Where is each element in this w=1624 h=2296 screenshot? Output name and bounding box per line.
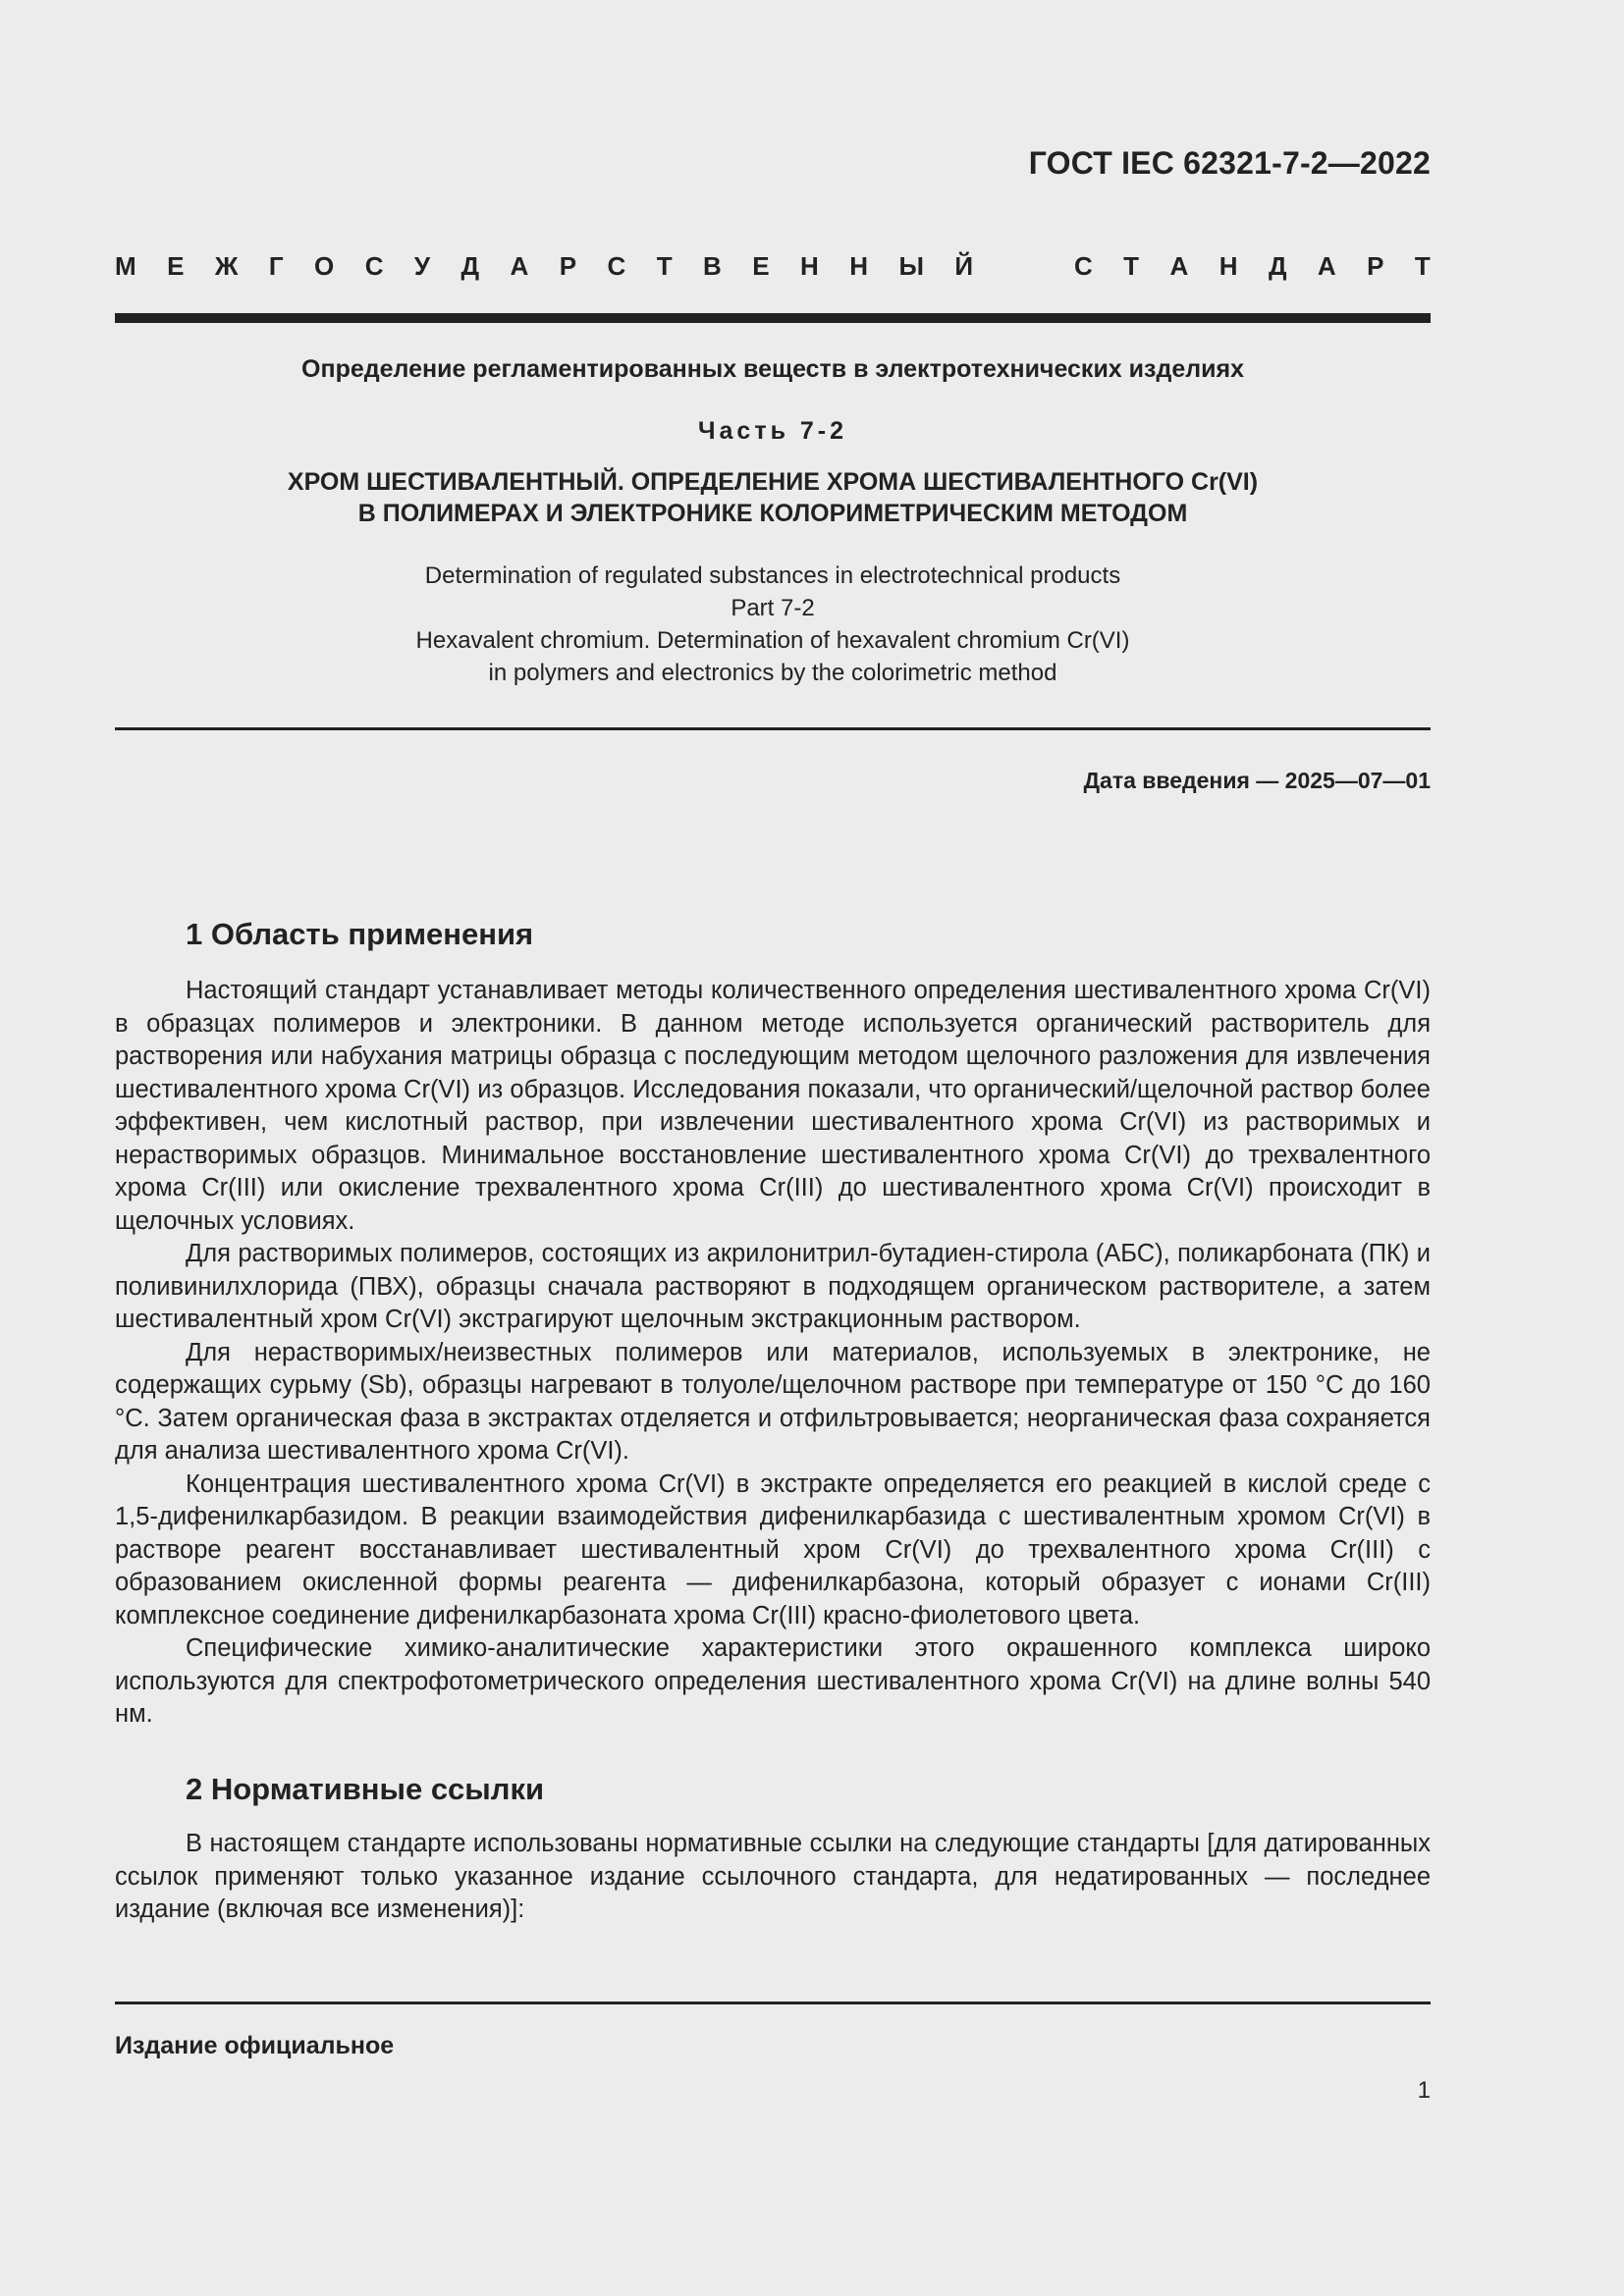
paragraph: В настоящем стандарте использованы нормативные ссылки на следующие стандарты [для датированных ссылок применяют только указанное издание ссылочного стандарта, для недатированных — последнее издание (включая все изменения)]: xyxy=(115,1830,1431,1923)
header-thick-rule xyxy=(115,313,1431,323)
part-label-russian: Часть 7-2 xyxy=(697,417,848,445)
standard-code: ГОСТ IEC 62321-7-2—2022 xyxy=(1028,145,1431,181)
banner-letter: С xyxy=(607,251,626,281)
paragraph: Для нерастворимых/неизвестных полимеров или материалов, используемых в электронике, не содержащих сурьму (Sb), образцы нагревают в толуоле/щелочном растворе при температуре от 150 °С до 160 °С. Затем органическая фаза в экстрактах отделяется и отфильтровывается; неорганическая фаза сохраняется для анализа шестивалентного хрома Cr(VI). xyxy=(115,1338,1431,1465)
title-english xyxy=(115,560,1431,689)
title-english-line1: Determination of regulated substances in electrotechnical products xyxy=(424,562,1121,589)
footer-rule xyxy=(115,2002,1431,2004)
section-heading-scope: 1 Область применения xyxy=(186,917,534,951)
title-russian: Определение регламентированных веществ в электротехнических изделиях xyxy=(301,355,1244,383)
page-number: 1 xyxy=(1417,2077,1431,2104)
subtitle-russian xyxy=(115,466,1431,529)
title-english-line4: in polymers and electronics by the colorimetric method xyxy=(488,660,1057,686)
banner-letter: С xyxy=(364,251,384,281)
banner-letter: О xyxy=(314,251,335,281)
banner-letter: Е xyxy=(167,251,185,281)
title-bottom-rule xyxy=(115,727,1431,730)
banner-letter: Р xyxy=(1367,251,1384,281)
banner-letter: Й xyxy=(954,251,974,281)
banner-letter: Д xyxy=(460,251,480,281)
banner-letter: С xyxy=(1073,251,1093,281)
banner-letter: Т xyxy=(1414,251,1431,281)
banner-letter: Т xyxy=(656,251,673,281)
banner-letter: Т xyxy=(1123,251,1140,281)
paragraph: Специфические химико-аналитические характеристики этого окрашенного комплекса широко используются для спектрофотометрического определения шестивалентного хрома Cr(VI) на длине волны 540 нм. xyxy=(115,1634,1431,1728)
section-body-normative-references xyxy=(115,1828,1431,1927)
banner-letter: Ж xyxy=(214,251,239,281)
banner-letter: А xyxy=(1317,251,1336,281)
paragraph: Концентрация шестивалентного хрома Cr(VI) в экстракте определяется его реакцией в кислой среде с 1,5-дифенилкарбазидом. В реакции взаимодействия дифенилкарбазида с шестивалентным хромом Cr(VI) в растворе реагент восстанавливает шестивалентный хром Cr(VI) до трехвалентного хрома Cr(III) с образованием окисленной формы реагента — дифенилкарбазона, который образует с ионами Cr(III) комплексное соединение дифенилкарбазоната хрома Cr(III) красно-фиолетового цвета. xyxy=(115,1469,1431,1629)
banner-letter: Д xyxy=(1268,251,1287,281)
banner-letter: Г xyxy=(268,251,284,281)
banner-letter: Ы xyxy=(898,251,924,281)
section-body-scope xyxy=(115,975,1431,1732)
paragraph: Настоящий стандарт устанавливает методы количественного определения шестивалентного хрома Cr(VI) в образцах полимеров и электроники. В данном методе используется органический растворитель для растворения или набухания матрицы образца с последующим методом щелочного разложения для извлечения шестивалентного хрома Cr(VI) из образцов. Исследования показали, что органический/щелочной раствор более эффективен, чем кислотный раствор, при извлечении шестивалентного хрома Cr(VI) из растворимых и нерастворимых образцов. Минимальное восстановление шестивалентного хрома Cr(VI) до трехвалентного хрома Cr(III) или окисление трехвалентного хрома Cr(III) до шестивалентного хрома Cr(VI) происходит в щелочных условиях. xyxy=(115,977,1431,1235)
banner-letter: Н xyxy=(1218,251,1238,281)
title-english-line3: Hexavalent chromium. Determination of hexavalent chromium Cr(VI) xyxy=(415,627,1130,654)
banner-letter: А xyxy=(510,251,529,281)
subtitle-russian-line1: ХРОМ ШЕСТИВАЛЕНТНЫЙ. ОПРЕДЕЛЕНИЕ ХРОМА ШЕСТИВАЛЕНТНОГО Cr(VI) xyxy=(287,468,1259,496)
banner-letter: Е xyxy=(752,251,770,281)
interstate-standard-banner xyxy=(115,251,1431,282)
banner-letter: Р xyxy=(559,251,577,281)
paragraph: Для растворимых полимеров, состоящих из акрилонитрил-бутадиен-стирола (АБС), поликарбоната (ПК) и поливинилхлорида (ПВХ), образцы сначала растворяют в подходящем органическом растворителе, а затем шестивалентный хром Cr(VI) экстрагируют щелочным экстракционным раствором. xyxy=(115,1240,1431,1333)
banner-letter: Н xyxy=(800,251,819,281)
title-english-line2: Part 7-2 xyxy=(731,595,815,621)
subtitle-russian-line2: В ПОЛИМЕРАХ И ЭЛЕКТРОНИКЕ КОЛОРИМЕТРИЧЕСКИМ МЕТОДОМ xyxy=(357,500,1188,527)
banner-letter: Н xyxy=(849,251,869,281)
official-edition-label: Издание официальное xyxy=(115,2032,395,2059)
banner-letter: В xyxy=(703,251,722,281)
banner-word-gap xyxy=(1004,251,1044,282)
banner-letter: У xyxy=(413,251,431,281)
section-heading-normative-references: 2 Нормативные ссылки xyxy=(186,1772,545,1806)
introduction-date: Дата введения — 2025—07—01 xyxy=(1083,768,1431,793)
banner-letter: М xyxy=(115,251,136,281)
banner-letter: А xyxy=(1169,251,1189,281)
